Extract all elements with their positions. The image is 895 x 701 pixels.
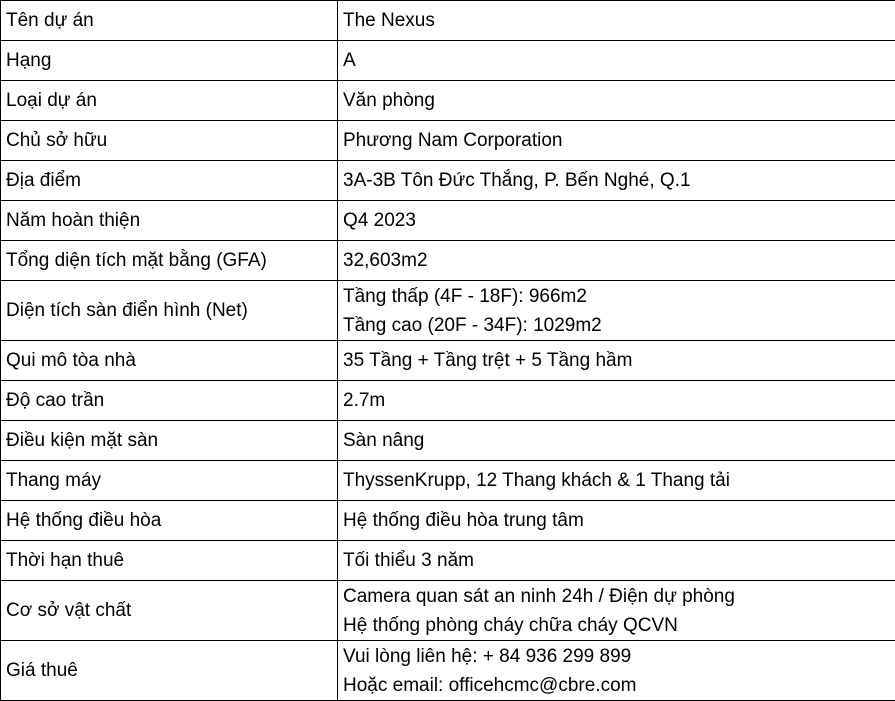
row-value <box>338 161 895 201</box>
table-row <box>1 461 895 501</box>
value-line: Sàn nâng <box>343 430 425 451</box>
row-value <box>338 461 895 501</box>
table-row <box>1 121 895 161</box>
table-row <box>1 161 895 201</box>
row-label: Diện tích sàn điển hình (Net) <box>1 281 338 341</box>
row-value <box>338 121 895 161</box>
value-line: Q4 2023 <box>343 210 416 231</box>
table-row <box>1 501 895 541</box>
row-value <box>338 1 895 41</box>
value-line: Phương Nam Corporation <box>343 130 563 151</box>
value-line: Camera quan sát an ninh 24h / Điện dự phòng <box>343 585 735 607</box>
value-line: 2.7m <box>343 390 386 411</box>
table-row <box>1 581 895 641</box>
value-line: Tầng thấp (4F - 18F): 966m2 <box>343 285 587 307</box>
table-row <box>1 1 895 41</box>
value-line: Văn phòng <box>343 90 435 111</box>
table-row <box>1 341 895 381</box>
row-label: Hạng <box>1 41 338 81</box>
table-row <box>1 641 895 701</box>
table-row <box>1 201 895 241</box>
value-line: The Nexus <box>343 10 435 31</box>
value-line: A <box>343 50 356 71</box>
row-value <box>338 241 895 281</box>
row-value <box>338 41 895 81</box>
row-value <box>338 581 895 641</box>
table-row <box>1 241 895 281</box>
row-label: Tên dự án <box>1 1 338 41</box>
value-line: Tầng cao (20F - 34F): 1029m2 <box>343 314 602 336</box>
row-value <box>338 541 895 581</box>
value-line: Tối thiểu 3 năm <box>343 550 474 571</box>
value-line: 3A-3B Tôn Đức Thắng, P. Bến Nghé, Q.1 <box>343 170 691 191</box>
table-row <box>1 421 895 461</box>
table-row <box>1 81 895 121</box>
value-line: Hoặc email: officehcmc@cbre.com <box>343 674 637 696</box>
row-label: Tổng diện tích mặt bằng (GFA) <box>1 241 338 281</box>
value-line: Hệ thống phòng cháy chữa cháy QCVN <box>343 614 678 636</box>
row-label: Địa điểm <box>1 161 338 201</box>
row-label: Qui mô tòa nhà <box>1 341 338 381</box>
value-line: Vui lòng liên hệ: + 84 936 299 899 <box>343 645 632 667</box>
row-value <box>338 341 895 381</box>
row-value <box>338 281 895 341</box>
row-value <box>338 501 895 541</box>
table-row <box>1 381 895 421</box>
row-label: Thời hạn thuê <box>1 541 338 581</box>
row-value <box>338 421 895 461</box>
row-label: Giá thuê <box>1 641 338 701</box>
table-row <box>1 281 895 341</box>
row-value <box>338 641 895 701</box>
row-label: Thang máy <box>1 461 338 501</box>
row-label: Chủ sở hữu <box>1 121 338 161</box>
row-label: Độ cao trần <box>1 381 338 421</box>
value-line: 32,603m2 <box>343 250 428 271</box>
row-label: Điều kiện mặt sàn <box>1 421 338 461</box>
row-value <box>338 201 895 241</box>
value-line: Hệ thống điều hòa trung tâm <box>343 510 584 531</box>
row-value <box>338 381 895 421</box>
row-label: Loại dự án <box>1 81 338 121</box>
value-line: ThyssenKrupp, 12 Thang khách & 1 Thang tải <box>343 470 730 491</box>
table-row <box>1 541 895 581</box>
row-label: Năm hoàn thiện <box>1 201 338 241</box>
value-line: 35 Tầng + Tầng trệt + 5 Tầng hầm <box>343 350 633 371</box>
row-label: Cơ sở vật chất <box>1 581 338 641</box>
row-label: Hệ thống điều hòa <box>1 501 338 541</box>
table-row <box>1 41 895 81</box>
row-value <box>338 81 895 121</box>
